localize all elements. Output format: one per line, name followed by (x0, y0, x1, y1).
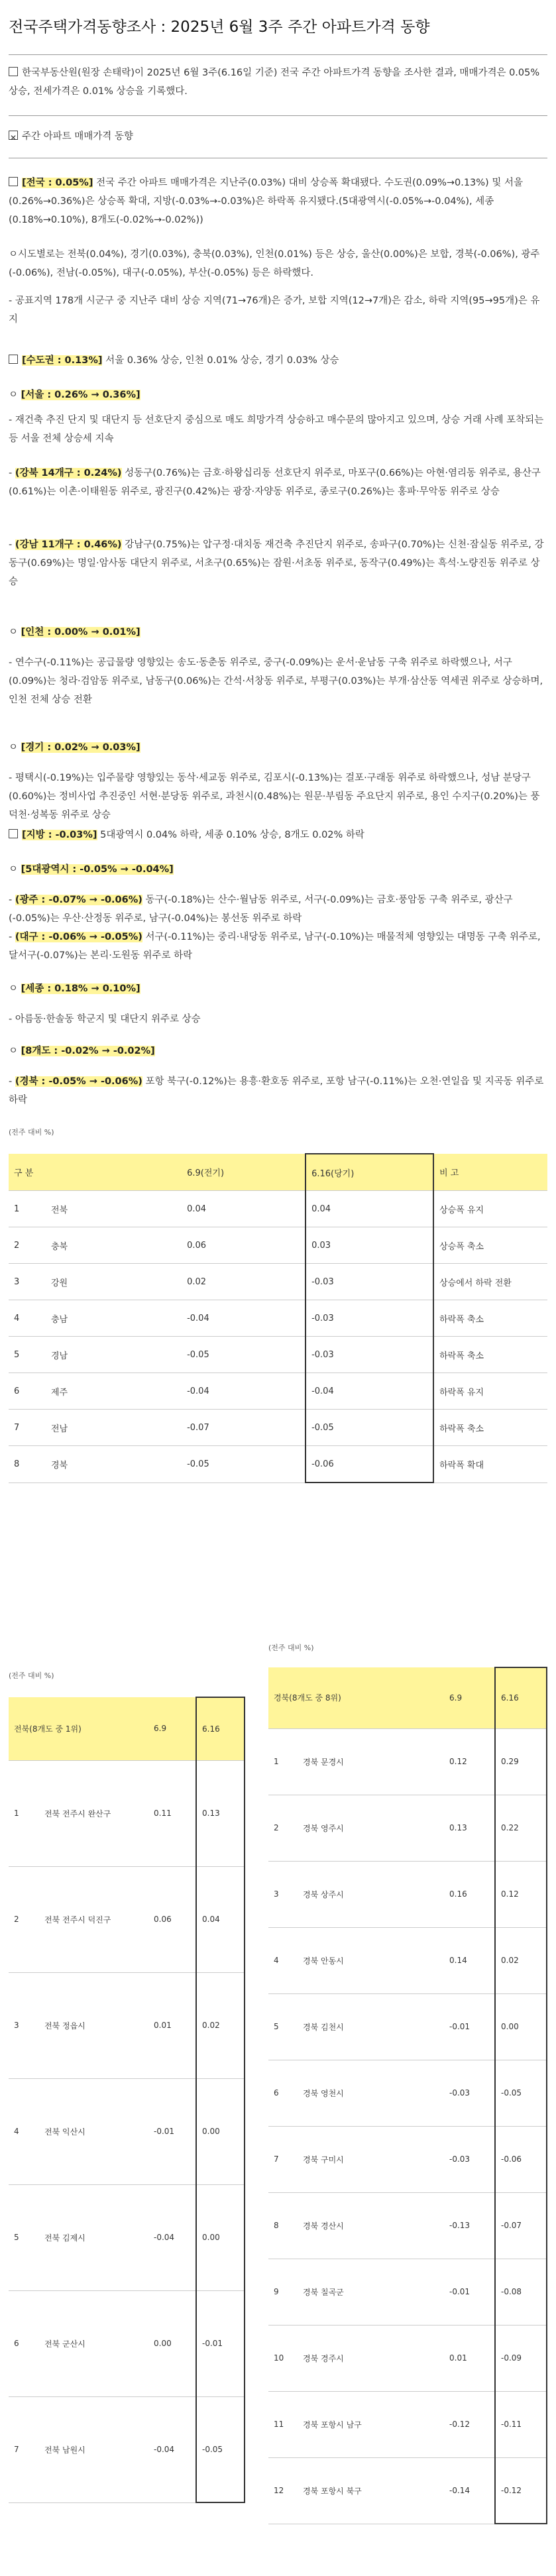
row-region: 경북 영주시 (298, 1795, 444, 1861)
city-summary: ㅇ시도별로는 전북(0.04%), 경기(0.03%), 충북(0.03%), 인천(0.01%) 등은 상승, 울산(0.00%)은 보합, 경북(-0.06%), 광주(-0.06%), 전남(-0.05%), 대구(-0.05%), 부산(-0.05%) 등은 하락했다. (9, 249, 540, 278)
row-current: 0.00 (196, 2184, 245, 2290)
gwangju-label: (광주 : -0.07% → -0.06%) (15, 895, 142, 905)
row-rank: 2 (9, 1227, 46, 1264)
daegu-paragraph: - (대구 : -0.06% → -0.05%) 서구(-0.11%)는 중리·내당동 위주로, 남구(-0.10%)는 매물적체 영향있는 대명동 구축 위주로, 달서구(-0.07%)는 본리·도원동 위주로 하락 (9, 932, 541, 961)
section-divider (9, 115, 547, 116)
table-row (9, 1264, 547, 1300)
row-prev: -0.01 (148, 2078, 196, 2184)
regions-text: 5대광역시 0.04% 하락, 세종 0.10% 상승, 8개도 0.02% 하락 (100, 830, 364, 840)
row-region: 전남 (46, 1410, 182, 1446)
gyeonggi-heading: ㅇ [경기 : 0.02% → 0.03%] (9, 742, 140, 753)
row-prev: -0.01 (444, 2259, 495, 2325)
row-prev: -0.13 (444, 2192, 495, 2259)
row-prev: 0.06 (182, 1227, 306, 1264)
header-region: 경북(8개도 중 8위) (268, 1667, 444, 1728)
gwangju-paragraph: - (광주 : -0.07% → -0.06%) 동구(-0.18%)는 산수·월남동 위주로, 서구(-0.09%)는 금호·풍암동 구축 위주로, 광산구(-0.05%)는 우산·산정동 위주로, 남구(-0.04%)는 봉선동 위주로 하락 (9, 895, 513, 924)
table-row (9, 1972, 245, 2078)
table-row (268, 2126, 547, 2192)
row-current: -0.11 (495, 2391, 547, 2457)
row-region: 전북 전주시 덕진구 (39, 1866, 148, 1972)
capital-label: [수도권 : 0.13%] (22, 355, 103, 366)
row-region: 전북 (46, 1191, 182, 1227)
row-rank: 6 (9, 2290, 39, 2396)
sejong-text: - 아름동·한솔동 학군지 및 대단지 위주로 상승 (9, 1014, 201, 1025)
row-current: -0.03 (306, 1300, 433, 1337)
square-bullet-icon (9, 67, 18, 76)
jeonbuk-table (9, 1697, 245, 2503)
square-bullet-icon (9, 177, 18, 186)
row-prev: -0.14 (444, 2457, 495, 2524)
table-row (268, 2457, 547, 2524)
row-current: 0.22 (495, 1795, 547, 1861)
row-region: 경북 안동시 (298, 1927, 444, 1993)
row-region: 전북 남원시 (39, 2396, 148, 2502)
row-region: 충북 (46, 1227, 182, 1264)
gangbuk-text: 성동구(0.76%)는 금호·하왕십리동 선호단지 위주로, 마포구(0.66%)는 아현·염리동 위주로, 용산구(0.61%)는 이촌·이태원동 위주로, 광진구(0.42%)는 광장·자양동 위주로, 종로구(0.26%)는 홍파·무악동 위주로 상승 (9, 468, 541, 497)
gangnam-label: (강남 11개구 : 0.46%) (15, 539, 122, 550)
row-current: 0.29 (495, 1728, 547, 1795)
sejong-heading: ㅇ [세종 : 0.18% → 0.10%] (9, 983, 140, 994)
seoul-text: - 재건축 추진 단지 및 대단지 등 선호단지 중심으로 매도 희망가격 상승하고 매수문의 많아지고 있으며, 상승 거래 사례 포착되는 등 서울 전체 상승세 지속 (9, 415, 544, 444)
row-rank: 7 (9, 1410, 46, 1446)
row-current: -0.03 (306, 1337, 433, 1373)
row-region: 전북 군산시 (39, 2290, 148, 2396)
row-remark: 하락폭 확대 (433, 1446, 547, 1483)
row-prev: -0.04 (182, 1300, 306, 1337)
row-prev: -0.05 (182, 1337, 306, 1373)
table-row (268, 1861, 547, 1927)
table-row (268, 2391, 547, 2457)
row-prev: 0.06 (148, 1866, 196, 1972)
row-rank: 10 (268, 2325, 298, 2391)
table-row (9, 1373, 547, 1410)
row-remark: 하락폭 유지 (433, 1373, 547, 1410)
provinces-heading: ㅇ [8개도 : -0.02% → -0.02%] (9, 1046, 155, 1056)
table3-note: (전주 대비 %) (268, 1644, 314, 1652)
row-current: -0.03 (306, 1264, 433, 1300)
gangbuk-paragraph: - (강북 14개구 : 0.24%) 성동구(0.76%)는 금호·하왕십리동 선호단지 위주로, 마포구(0.66%)는 아현·염리동 위주로, 용산구(0.61%)는 이촌·이태원동 위주로, 광진구(0.42%)는 광장·자양동 위주로, 종로구(0.26%)는 홍파·무악동 위주로 상승 (9, 468, 541, 497)
row-current: -0.12 (495, 2457, 547, 2524)
gyeongbuk-table (268, 1667, 547, 2524)
row-remark: 상승폭 축소 (433, 1227, 547, 1264)
table-row (9, 1410, 547, 1446)
capital-text: 서울 0.36% 상승, 인천 0.01% 상승, 경기 0.03% 상승 (105, 355, 339, 366)
table-row (9, 2078, 245, 2184)
provinces-label: [8개도 : -0.02% → -0.02%] (21, 1046, 155, 1056)
header-prev: 6.9(전기) (182, 1154, 306, 1191)
seoul-label: [서울 : 0.26% → 0.36%] (21, 390, 140, 400)
header-region: 전북(8개도 중 1위) (9, 1697, 148, 1760)
row-rank: 4 (9, 2078, 39, 2184)
sejong-label: [세종 : 0.18% → 0.10%] (21, 983, 140, 994)
row-region: 경북 구미시 (298, 2126, 444, 2192)
header-category: 구 분 (9, 1154, 182, 1191)
title-divider (9, 54, 547, 55)
header-prev: 6.9 (444, 1667, 495, 1728)
intro-paragraph (9, 64, 547, 101)
table-header-row (9, 1697, 245, 1760)
table-row (9, 1760, 245, 1866)
row-current: -0.01 (196, 2290, 245, 2396)
gwangju-text: 동구(-0.18%)는 산수·월남동 위주로, 서구(-0.09%)는 금호·풍암동 구축 위주로, 광산구(-0.05%)는 우산·산정동 위주로, 남구(-0.04%)는 봉선동 위주로 하락 (9, 895, 513, 924)
row-prev: 0.13 (444, 1795, 495, 1861)
table-row (268, 2060, 547, 2126)
row-rank: 9 (268, 2259, 298, 2325)
header-current: 6.16(당기) (306, 1154, 433, 1191)
table-row (268, 2325, 547, 2391)
row-current: -0.08 (495, 2259, 547, 2325)
row-region: 경북 상주시 (298, 1861, 444, 1927)
row-rank: 5 (268, 1993, 298, 2060)
table-row (9, 2184, 245, 2290)
area-summary: - 공표지역 178개 시군구 중 지난주 대비 상승 지역(71→76개)은 증가, 보합 지역(12→7개)은 감소, 하락 지역(95→95개)은 유지 (9, 296, 540, 325)
row-remark: 상승폭 유지 (433, 1191, 547, 1227)
table-row (268, 1927, 547, 1993)
table-row (268, 2259, 547, 2325)
row-current: 0.02 (196, 1972, 245, 2078)
row-rank: 1 (268, 1728, 298, 1795)
row-rank: 2 (268, 1795, 298, 1861)
row-region: 경북 경산시 (298, 2192, 444, 2259)
row-rank: 2 (9, 1866, 39, 1972)
row-rank: 7 (9, 2396, 39, 2502)
row-region: 경북 영천시 (298, 2060, 444, 2126)
row-region: 경북 경주시 (298, 2325, 444, 2391)
header-current: 6.16 (495, 1667, 547, 1728)
row-rank: 5 (9, 1337, 46, 1373)
row-region: 충남 (46, 1300, 182, 1337)
seoul-heading: ㅇ [서울 : 0.26% → 0.36%] (9, 390, 140, 400)
row-prev: -0.04 (148, 2184, 196, 2290)
header-remark: 비 고 (433, 1154, 547, 1191)
row-rank: 11 (268, 2391, 298, 2457)
row-region: 경북 문경시 (298, 1728, 444, 1795)
table-header-row (268, 1667, 547, 1728)
row-current: 0.13 (196, 1760, 245, 1866)
square-bullet-icon (9, 355, 18, 364)
row-prev: 0.01 (148, 1972, 196, 2078)
table-header-row (9, 1154, 547, 1191)
row-remark: 상승에서 하락 전환 (433, 1264, 547, 1300)
row-rank: 4 (9, 1300, 46, 1337)
gangnam-paragraph: - (강남 11개구 : 0.46%) 강남구(0.75%)는 압구정·대치동 재건축 추진단지 위주로, 송파구(0.70%)는 신천·잠실동 위주로, 강동구(0.69%)는 명일·암사동 대단지 위주로, 서초구(0.65%)는 잠원·서초동 위주로, 동작구(0.49%)는 흑석·노량진동 위주로 상승 (9, 539, 544, 587)
row-current: -0.05 (196, 2396, 245, 2502)
row-current: -0.04 (306, 1373, 433, 1410)
daegu-text: 서구(-0.11%)는 중리·내당동 위주로, 남구(-0.10%)는 매물적체 영향있는 대명동 구축 위주로, 달서구(-0.07%)는 본리·도원동 위주로 하락 (9, 932, 541, 961)
row-rank: 6 (268, 2060, 298, 2126)
row-prev: 0.11 (148, 1760, 196, 1866)
row-prev: 0.12 (444, 1728, 495, 1795)
table-row (268, 1728, 547, 1795)
row-prev: 0.00 (148, 2290, 196, 2396)
row-rank: 8 (268, 2192, 298, 2259)
row-prev: -0.04 (148, 2396, 196, 2502)
row-rank: 3 (9, 1264, 46, 1300)
header-prev: 6.9 (148, 1697, 196, 1760)
row-rank: 1 (9, 1191, 46, 1227)
row-prev: 0.01 (444, 2325, 495, 2391)
daegu-label: (대구 : -0.06% → -0.05%) (15, 932, 142, 942)
capital-paragraph (9, 351, 547, 370)
row-rank: 7 (268, 2126, 298, 2192)
row-current: 0.03 (306, 1227, 433, 1264)
row-current: 0.12 (495, 1861, 547, 1927)
row-region: 경북 (46, 1446, 182, 1483)
row-prev: 0.02 (182, 1264, 306, 1300)
regions-paragraph (9, 826, 547, 844)
row-current: 0.02 (495, 1927, 547, 1993)
table2-note: (전주 대비 %) (9, 1671, 54, 1680)
gyeonggi-text: - 평택시(-0.19%)는 입주물량 영향있는 동삭·세교동 위주로, 김포시(-0.13%)는 걸포·구래동 위주로 하락했으나, 성남 분당구(0.60%)는 정비사업 추진중인 서현·분당동 위주로, 과천시(0.48%)는 원문·부림동 주요단지 위주로, 용인 수지구(0.20%)는 풍덕천·성복동 위주로 상승 (9, 773, 540, 820)
row-rank: 1 (9, 1760, 39, 1866)
row-region: 전북 정읍시 (39, 1972, 148, 2078)
province-table (9, 1153, 547, 1483)
checkbox-icon: ✕ (9, 131, 18, 140)
gyeonggi-label: [경기 : 0.02% → 0.03%] (21, 742, 140, 753)
row-prev: 0.14 (444, 1927, 495, 1993)
metro5-heading: ㅇ [5대광역시 : -0.05% → -0.04%] (9, 864, 174, 875)
row-prev: 0.04 (182, 1191, 306, 1227)
table-row (268, 2192, 547, 2259)
row-prev: -0.07 (182, 1410, 306, 1446)
row-current: -0.06 (306, 1446, 433, 1483)
incheon-heading: ㅇ [인천 : 0.00% → 0.01%] (9, 627, 140, 638)
section-heading (9, 127, 547, 146)
row-region: 전북 김제시 (39, 2184, 148, 2290)
national-label: [전국 : 0.05%] (22, 178, 93, 188)
row-prev: -0.04 (182, 1373, 306, 1410)
table-row (9, 1191, 547, 1227)
row-current: 0.04 (196, 1866, 245, 1972)
row-current: -0.06 (495, 2126, 547, 2192)
row-prev: -0.01 (444, 1993, 495, 2060)
row-region: 경북 칠곡군 (298, 2259, 444, 2325)
incheon-text: - 연수구(-0.11%)는 공급물량 영향있는 송도·동춘동 위주로, 중구(-0.09%)는 운서·운남동 구축 위주로 하락했으나, 서구(0.09%)는 청라·검암동 위주로, 남동구(0.06%)는 간석·서창동 위주로, 부평구(0.03%)는 부개·삼산동 역세권 위주로 상승하며, 인천 전체 상승 전환 (9, 657, 543, 705)
page-title: 전국주택가격동향조사 : 2025년 6월 3주 주간 아파트가격 동향 (9, 19, 430, 36)
regions-label: [지방 : -0.03%] (22, 830, 97, 840)
table1-note: (전주 대비 %) (9, 1128, 54, 1137)
row-current: 0.00 (196, 2078, 245, 2184)
row-remark: 하락폭 축소 (433, 1300, 547, 1337)
row-rank: 12 (268, 2457, 298, 2524)
row-remark: 하락폭 축소 (433, 1337, 547, 1373)
row-rank: 5 (9, 2184, 39, 2290)
row-current: -0.05 (495, 2060, 547, 2126)
table-row (9, 1337, 547, 1373)
row-rank: 8 (9, 1446, 46, 1483)
incheon-label: [인천 : 0.00% → 0.01%] (21, 627, 140, 638)
row-current: -0.07 (495, 2192, 547, 2259)
row-region: 제주 (46, 1373, 182, 1410)
row-current: -0.05 (306, 1410, 433, 1446)
row-region: 경남 (46, 1337, 182, 1373)
gangnam-text: 강남구(0.75%)는 압구정·대치동 재건축 추진단지 위주로, 송파구(0.70%)는 신천·잠실동 위주로, 강동구(0.69%)는 명일·암사동 대단지 위주로, 서초구(0.65%)는 잠원·서초동 위주로, 동작구(0.49%)는 흑석·노량진동 위주로 상승 (9, 539, 544, 587)
gyeongbuk-paragraph: - (경북 : -0.05% → -0.06%) 포항 북구(-0.12%)는 용흥·환호동 위주로, 포항 남구(-0.11%)는 오천·연일읍 및 지곡동 위주로 하락 (9, 1076, 544, 1105)
row-current: -0.09 (495, 2325, 547, 2391)
table-row (9, 1227, 547, 1264)
table-row (9, 2396, 245, 2502)
row-prev: -0.03 (444, 2126, 495, 2192)
metro5-label: [5대광역시 : -0.05% → -0.04%] (21, 864, 174, 875)
table-row (268, 1993, 547, 2060)
row-rank: 3 (268, 1861, 298, 1927)
row-current: 0.00 (495, 1993, 547, 2060)
row-rank: 4 (268, 1927, 298, 1993)
row-region: 전북 익산시 (39, 2078, 148, 2184)
table-row (268, 1795, 547, 1861)
row-region: 경북 포항시 북구 (298, 2457, 444, 2524)
national-text: 전국 주간 아파트 매매가격은 지난주(0.03%) 대비 상승폭 확대됐다. 수도권(0.09%→0.13%) 및 서울(0.26%→0.36%)은 상승폭 확대, 지방(-0.03%→-0.03%)은 하락폭 유지됐다.(5대광역시(-0.05%→-0.04%), 세종(0.18%→0.10%), 8개도(-0.02%→-0.02%)) (9, 178, 523, 225)
row-region: 강원 (46, 1264, 182, 1300)
row-prev: -0.12 (444, 2391, 495, 2457)
row-remark: 하락폭 축소 (433, 1410, 547, 1446)
table-row (9, 2290, 245, 2396)
table-row (9, 1446, 547, 1483)
gangbuk-label: (강북 14개구 : 0.24%) (15, 468, 122, 478)
row-rank: 3 (9, 1972, 39, 2078)
header-current: 6.16 (196, 1697, 245, 1760)
row-region: 경북 포항시 남구 (298, 2391, 444, 2457)
gyeongbuk-text: 포항 북구(-0.12%)는 용흥·환호동 위주로, 포항 남구(-0.11%)는 오천·연일읍 및 지곡동 위주로 하락 (9, 1076, 544, 1105)
row-prev: -0.05 (182, 1446, 306, 1483)
gyeongbuk-label: (경북 : -0.05% → -0.06%) (15, 1076, 142, 1087)
row-region: 경북 김천시 (298, 1993, 444, 2060)
table-row (9, 1300, 547, 1337)
row-prev: 0.16 (444, 1861, 495, 1927)
row-rank: 6 (9, 1373, 46, 1410)
section-heading-text: 주간 아파트 매매가격 동향 (22, 131, 133, 142)
national-paragraph (9, 174, 547, 229)
row-prev: -0.03 (444, 2060, 495, 2126)
table-row (9, 1866, 245, 1972)
row-region: 전북 전주시 완산구 (39, 1760, 148, 1866)
intro-text: 한국부동산원(원장 손태락)이 2025년 6월 3주(6.16일 기준) 전국 주간 아파트가격 동향을 조사한 결과, 매매가격은 0.05% 상승, 전세가격은 0.01% 상승을 기록했다. (9, 68, 540, 97)
square-bullet-icon (9, 829, 18, 838)
row-current: 0.04 (306, 1191, 433, 1227)
